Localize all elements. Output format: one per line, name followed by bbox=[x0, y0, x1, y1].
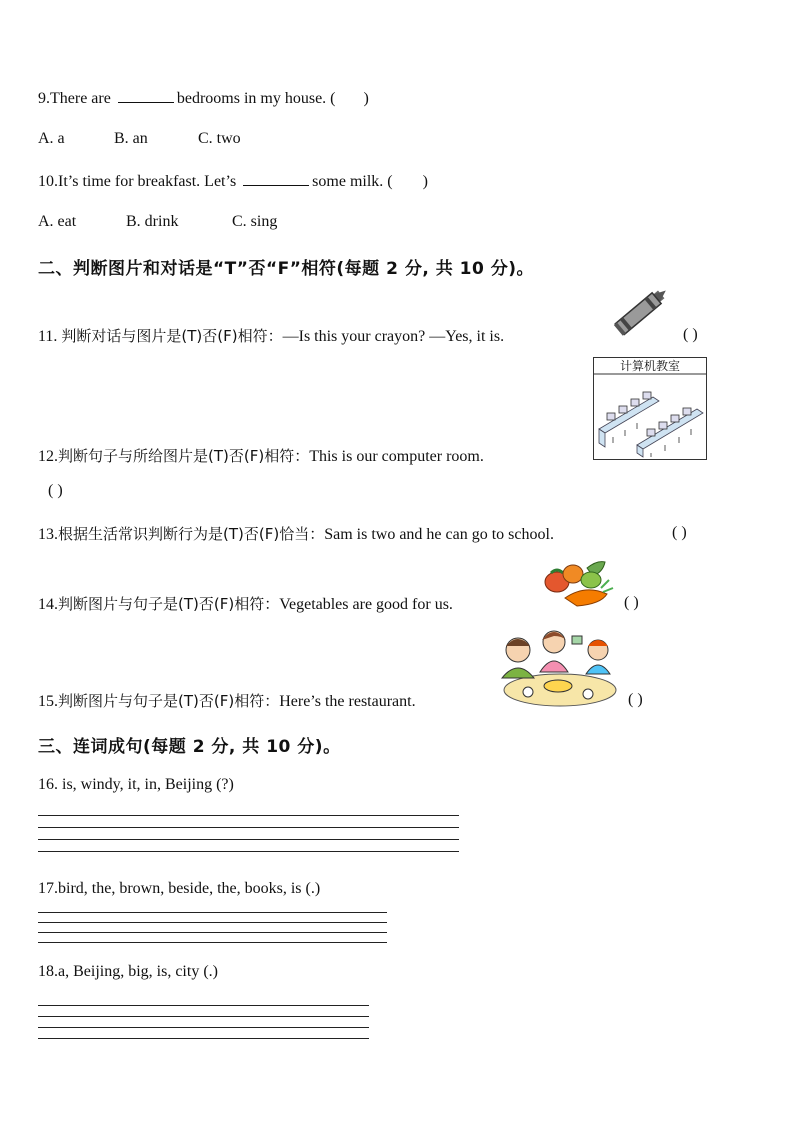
q12-instruction: 判断句子与所给图片是(T)否(F)相符： bbox=[58, 447, 310, 465]
question-11 bbox=[38, 326, 504, 347]
restaurant-picture bbox=[498, 628, 620, 708]
q14-answer-box[interactable]: ( ) bbox=[624, 594, 639, 611]
q16-writing-line-2[interactable] bbox=[38, 827, 459, 828]
q9-text-pre: 9.There are bbox=[38, 90, 115, 107]
q10-close-paren: ) bbox=[422, 173, 428, 190]
q9-option-c: C. two bbox=[198, 130, 241, 147]
vegetables-picture bbox=[543, 558, 615, 608]
question-16: 16. is, windy, it, in, Beijing (?) bbox=[38, 776, 234, 793]
q9-text-post: bedrooms in my house. ( bbox=[176, 90, 336, 107]
q10-blank[interactable] bbox=[243, 171, 309, 186]
q14-number: 14. bbox=[38, 596, 58, 613]
q17-writing-line-1[interactable] bbox=[38, 912, 387, 913]
question-18: 18.a, Beijing, big, is, city (.) bbox=[38, 963, 218, 980]
q11-number: 11. bbox=[38, 328, 62, 345]
section-3-heading: 三、连词成句(每题 2 分, 共 10 分)。 bbox=[38, 737, 341, 757]
q10-text-post: some milk. ( bbox=[312, 173, 393, 190]
q14-sentence: Vegetables are good for us. bbox=[279, 596, 453, 613]
q18-writing-line-2[interactable] bbox=[38, 1016, 369, 1017]
q11-answer-box[interactable]: ( ) bbox=[683, 326, 698, 343]
q11-sentence: —Is this your crayon? —Yes, it is. bbox=[282, 328, 505, 345]
q11-instruction: 判断对话与图片是(T)否(F)相符： bbox=[61, 327, 283, 345]
q15-answer-box[interactable]: ( ) bbox=[628, 691, 643, 708]
q12-sentence: This is our computer room. bbox=[309, 448, 484, 465]
q9-blank[interactable] bbox=[118, 88, 174, 103]
question-9 bbox=[38, 88, 369, 109]
q10-option-b: B. drink bbox=[126, 213, 179, 230]
q18-writing-line-4[interactable] bbox=[38, 1038, 369, 1039]
q13-instruction: 根据生活常识判断行为是(T)否(F)恰当： bbox=[58, 525, 325, 543]
computer-room-label: 计算机教室 bbox=[619, 359, 681, 373]
q18-writing-line-3[interactable] bbox=[38, 1027, 369, 1028]
q17-writing-line-2[interactable] bbox=[38, 922, 387, 923]
q15-instruction: 判断图片与句子是(T)否(F)相符： bbox=[58, 692, 280, 710]
q17-writing-line-3[interactable] bbox=[38, 932, 387, 933]
q12-number: 12. bbox=[38, 448, 58, 465]
q14-instruction: 判断图片与句子是(T)否(F)相符： bbox=[58, 595, 280, 613]
question-15 bbox=[38, 691, 416, 712]
q16-writing-line-3[interactable] bbox=[38, 839, 459, 840]
question-17: 17.bird, the, brown, beside, the, books, is (.) bbox=[38, 880, 321, 897]
q10-option-a: A. eat bbox=[38, 213, 77, 230]
crayon-picture bbox=[604, 282, 674, 344]
q15-number: 15. bbox=[38, 693, 58, 710]
q15-sentence: Here’s the restaurant. bbox=[279, 693, 416, 710]
q9-option-b: B. an bbox=[114, 130, 148, 147]
q9-option-a: A. a bbox=[38, 130, 65, 147]
q17-writing-line-4[interactable] bbox=[38, 942, 387, 943]
section-2-heading: 二、判断图片和对话是“T”否“F”相符(每题 2 分, 共 10 分)。 bbox=[38, 259, 534, 279]
question-14 bbox=[38, 594, 453, 615]
q10-option-c: C. sing bbox=[232, 213, 278, 230]
q13-answer-box[interactable]: ( ) bbox=[672, 524, 687, 541]
computer-room-picture bbox=[593, 357, 707, 460]
q16-writing-line-1[interactable] bbox=[38, 815, 459, 816]
q16-writing-line-4[interactable] bbox=[38, 851, 459, 852]
q18-writing-line-1[interactable] bbox=[38, 1005, 369, 1006]
question-13 bbox=[38, 524, 554, 545]
q13-number: 13. bbox=[38, 526, 58, 543]
question-10 bbox=[38, 171, 428, 192]
q10-text-pre: 10.It’s time for breakfast. Let’s bbox=[38, 173, 241, 190]
q12-answer-box[interactable]: ( ) bbox=[48, 482, 63, 499]
question-12 bbox=[38, 446, 484, 467]
q9-close-paren: ) bbox=[363, 90, 369, 107]
q13-sentence: Sam is two and he can go to school. bbox=[324, 526, 554, 543]
